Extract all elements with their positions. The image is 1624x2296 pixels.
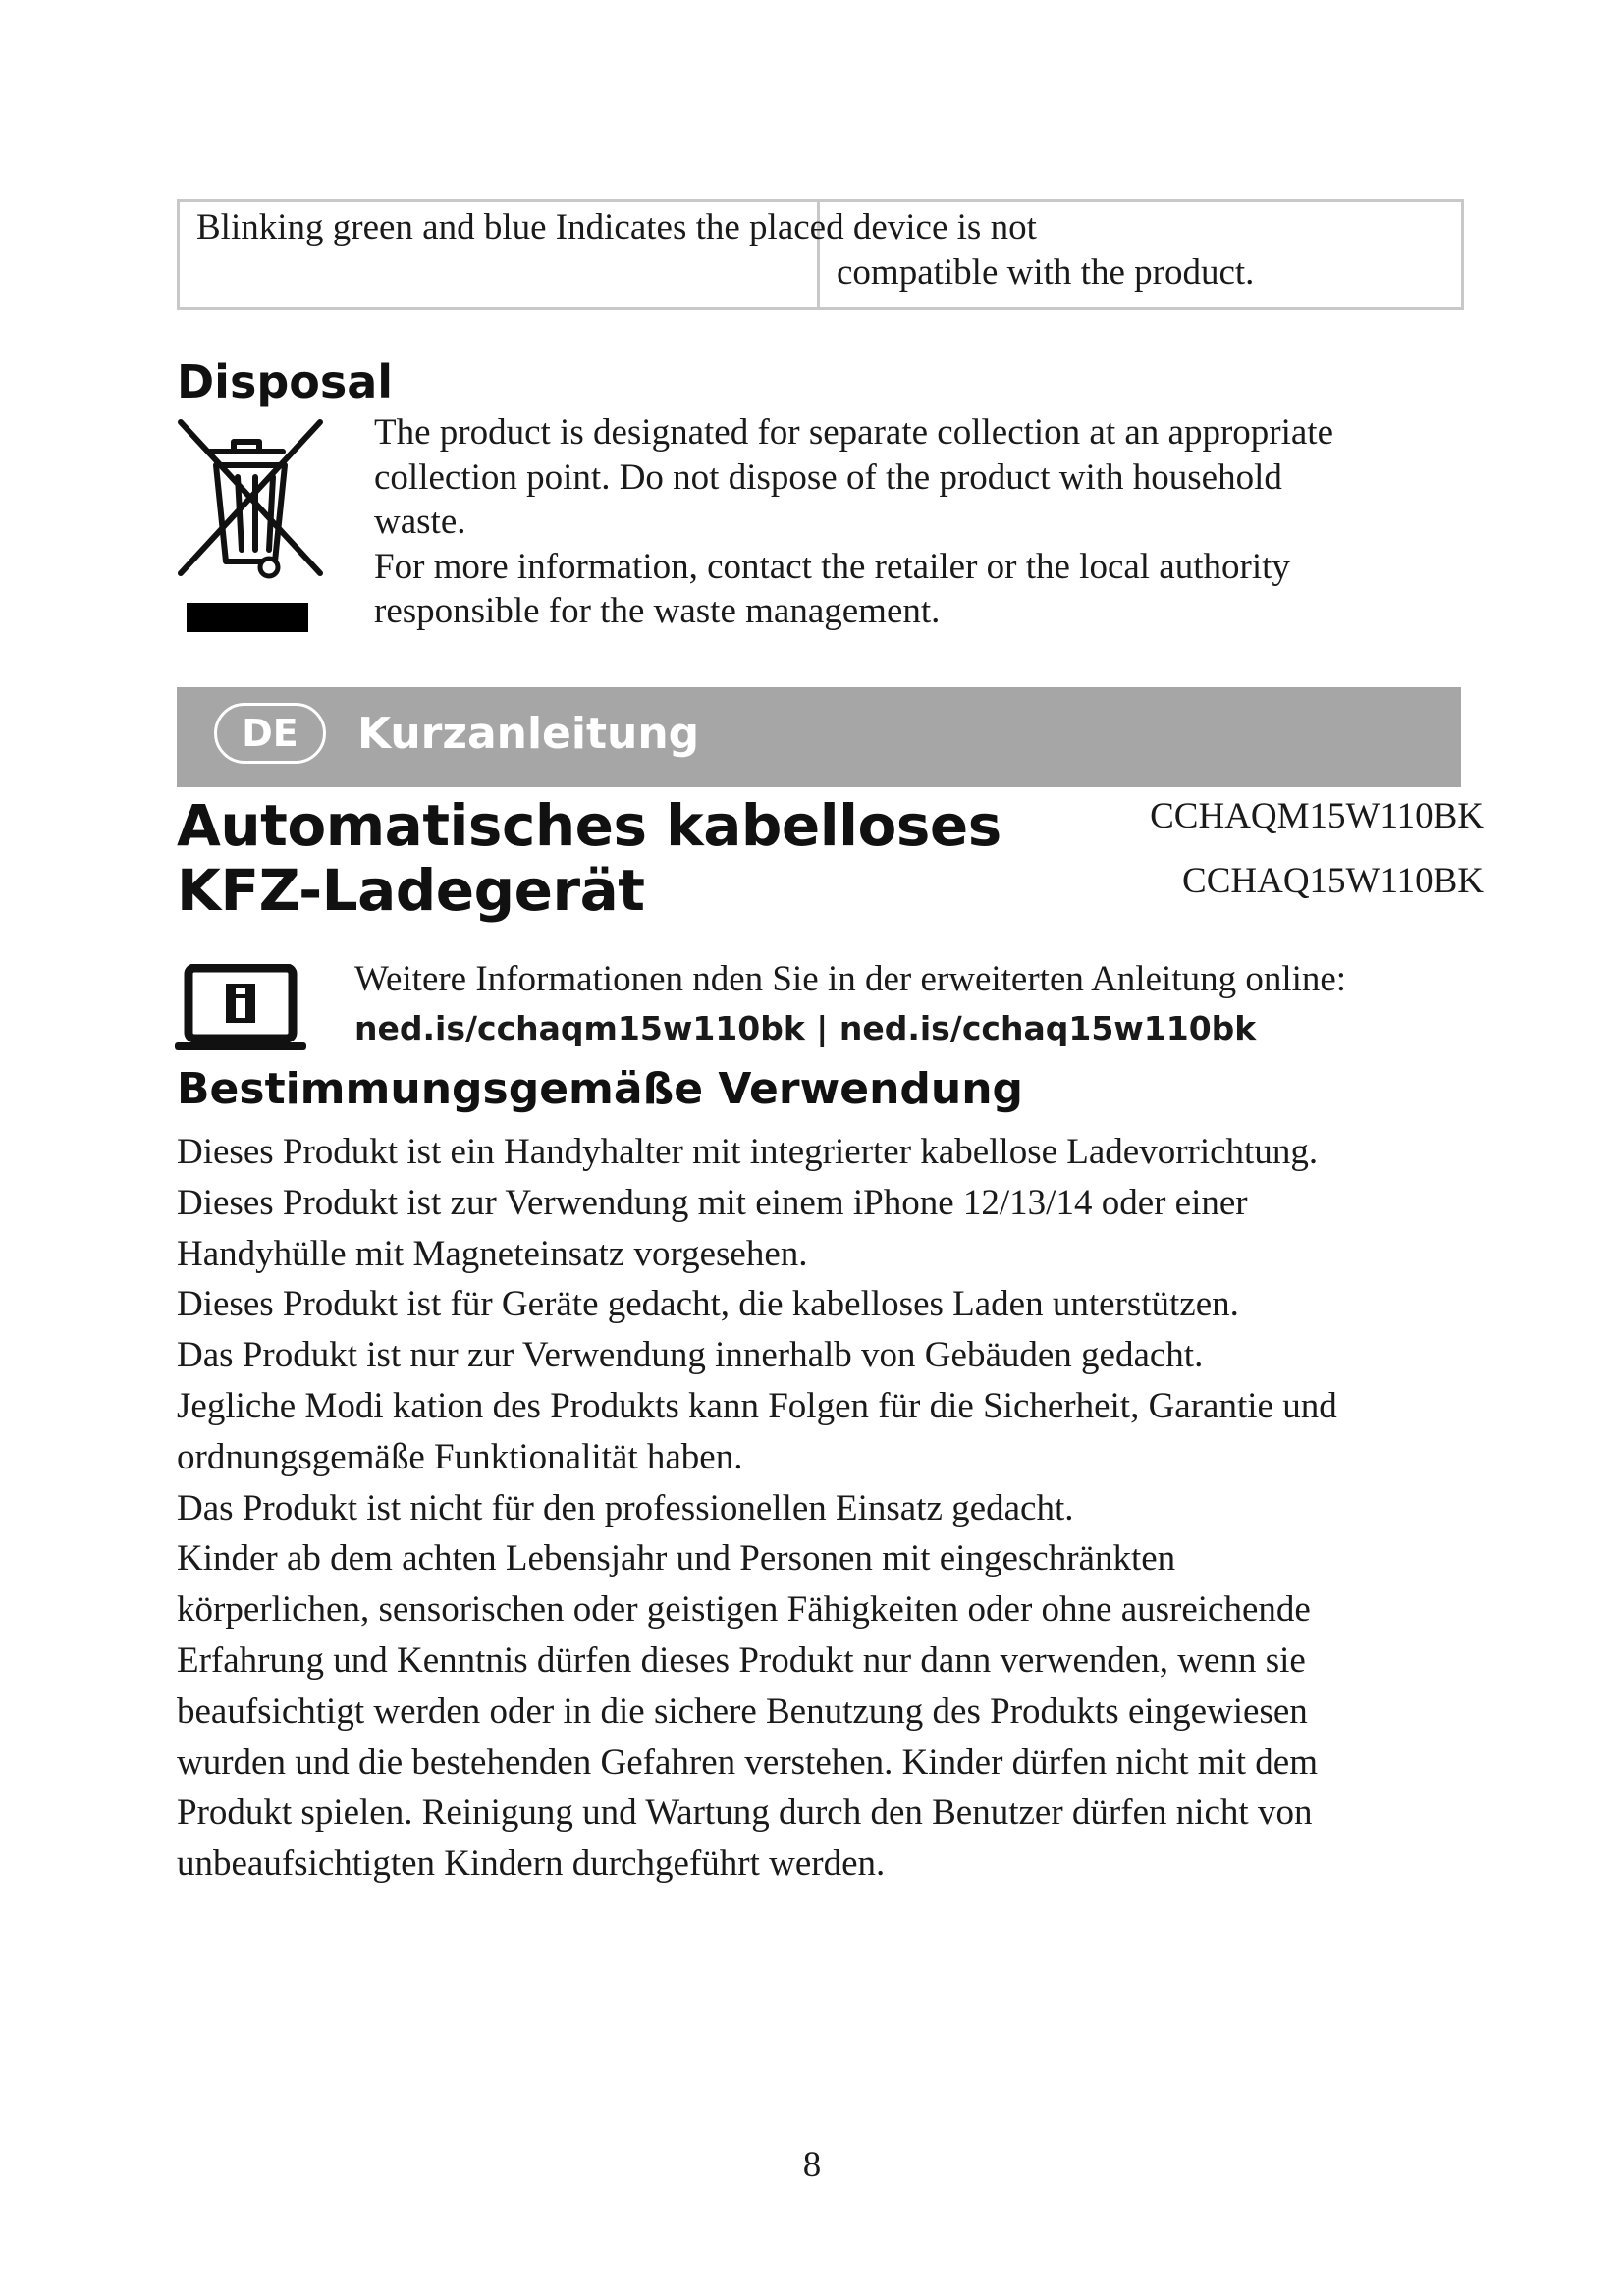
product-title-line: Automatisches kabelloses	[177, 792, 1001, 859]
page-number: 8	[802, 2145, 822, 2185]
body-line: Jegliche Modi kation des Produkts kann Folgen für die Sicherheit, Garantie und	[177, 1385, 1337, 1426]
body-line: Das Produkt ist nicht für den professionellen Einsatz gedacht.	[177, 1487, 1074, 1528]
disposal-line: collection point. Do not dispose of the product with household	[374, 456, 1282, 498]
disposal-line: For more information, contact the retailer or the local authority	[374, 546, 1290, 587]
language-badge: DE	[214, 703, 326, 764]
body-line: Dieses Produkt ist für Geräte gedacht, die kabelloses Laden unterstützen.	[177, 1284, 1239, 1325]
body-line: Kinder ab dem achten Lebensjahr und Personen mit eingeschränkten	[177, 1538, 1176, 1579]
intended-use-text	[177, 1127, 1473, 1890]
product-title-line: KFZ-Ladegerät	[177, 857, 645, 924]
body-line: unbeaufsichtigten Kindern durchgeführt werden.	[177, 1843, 886, 1885]
body-line: Das Produkt ist nur zur Verwendung innerhalb von Gebäuden gedacht.	[177, 1335, 1204, 1376]
crossed-out-wheelie-bin-icon	[173, 416, 326, 634]
body-line: körperlichen, sensorischen oder geistigen Fähigkeiten oder ohne ausreichende	[177, 1589, 1311, 1630]
disposal-line: responsible for the waste management.	[374, 591, 941, 631]
body-line: Produkt spielen. Reinigung und Wartung durch den Benutzer dürfen nicht von	[177, 1792, 1313, 1834]
info-laptop-icon	[175, 964, 306, 1054]
language-banner-label: Kurzanleitung	[357, 709, 700, 759]
body-line: Dieses Produkt ist zur Verwendung mit einem iPhone 12/13/14 oder einer	[177, 1182, 1248, 1223]
disposal-line: waste.	[374, 502, 466, 542]
body-line: Erfahrung und Kenntnis dürfen dieses Produkt nur dann verwenden, wenn sie	[177, 1639, 1306, 1681]
disposal-text	[374, 410, 1464, 634]
intended-use-heading: Bestimmungsgemäße Verwendung	[177, 1064, 1024, 1114]
model-number: CCHAQM15W110BK	[1150, 796, 1484, 836]
table-cell-right: compatible with the product.	[837, 252, 1255, 293]
body-line: beaufsichtigt werden oder in die sichere Benutzung des Produkts eingewiesen	[177, 1690, 1308, 1732]
disposal-line: The product is designated for separate collection at an appropriate	[374, 412, 1334, 453]
body-line: Dieses Produkt ist ein Handyhalter mit integrierter kabellose Ladevorrichtung.	[177, 1132, 1319, 1172]
body-line: wurden und die bestehenden Gefahren verstehen. Kinder dürfen nicht mit dem	[177, 1741, 1319, 1783]
online-manual-links[interactable]: ned.is/cchaqm15w110bk | ned.is/cchaq15w110bk	[354, 1009, 1257, 1047]
body-line: Handyhülle mit Magneteinsatz vorgesehen.	[177, 1233, 808, 1274]
model-number: CCHAQ15W110BK	[1182, 861, 1484, 901]
more-info-text: Weitere Informationen nden Sie in der erweiterten Anleitung online:	[354, 959, 1347, 999]
product-title	[177, 793, 1001, 923]
disposal-heading: Disposal	[177, 355, 394, 408]
table-cell-left: Blinking green and blue Indicates the placed device is not	[196, 207, 1037, 247]
body-line: ordnungsgemäße Funktionalität haben.	[177, 1436, 743, 1477]
